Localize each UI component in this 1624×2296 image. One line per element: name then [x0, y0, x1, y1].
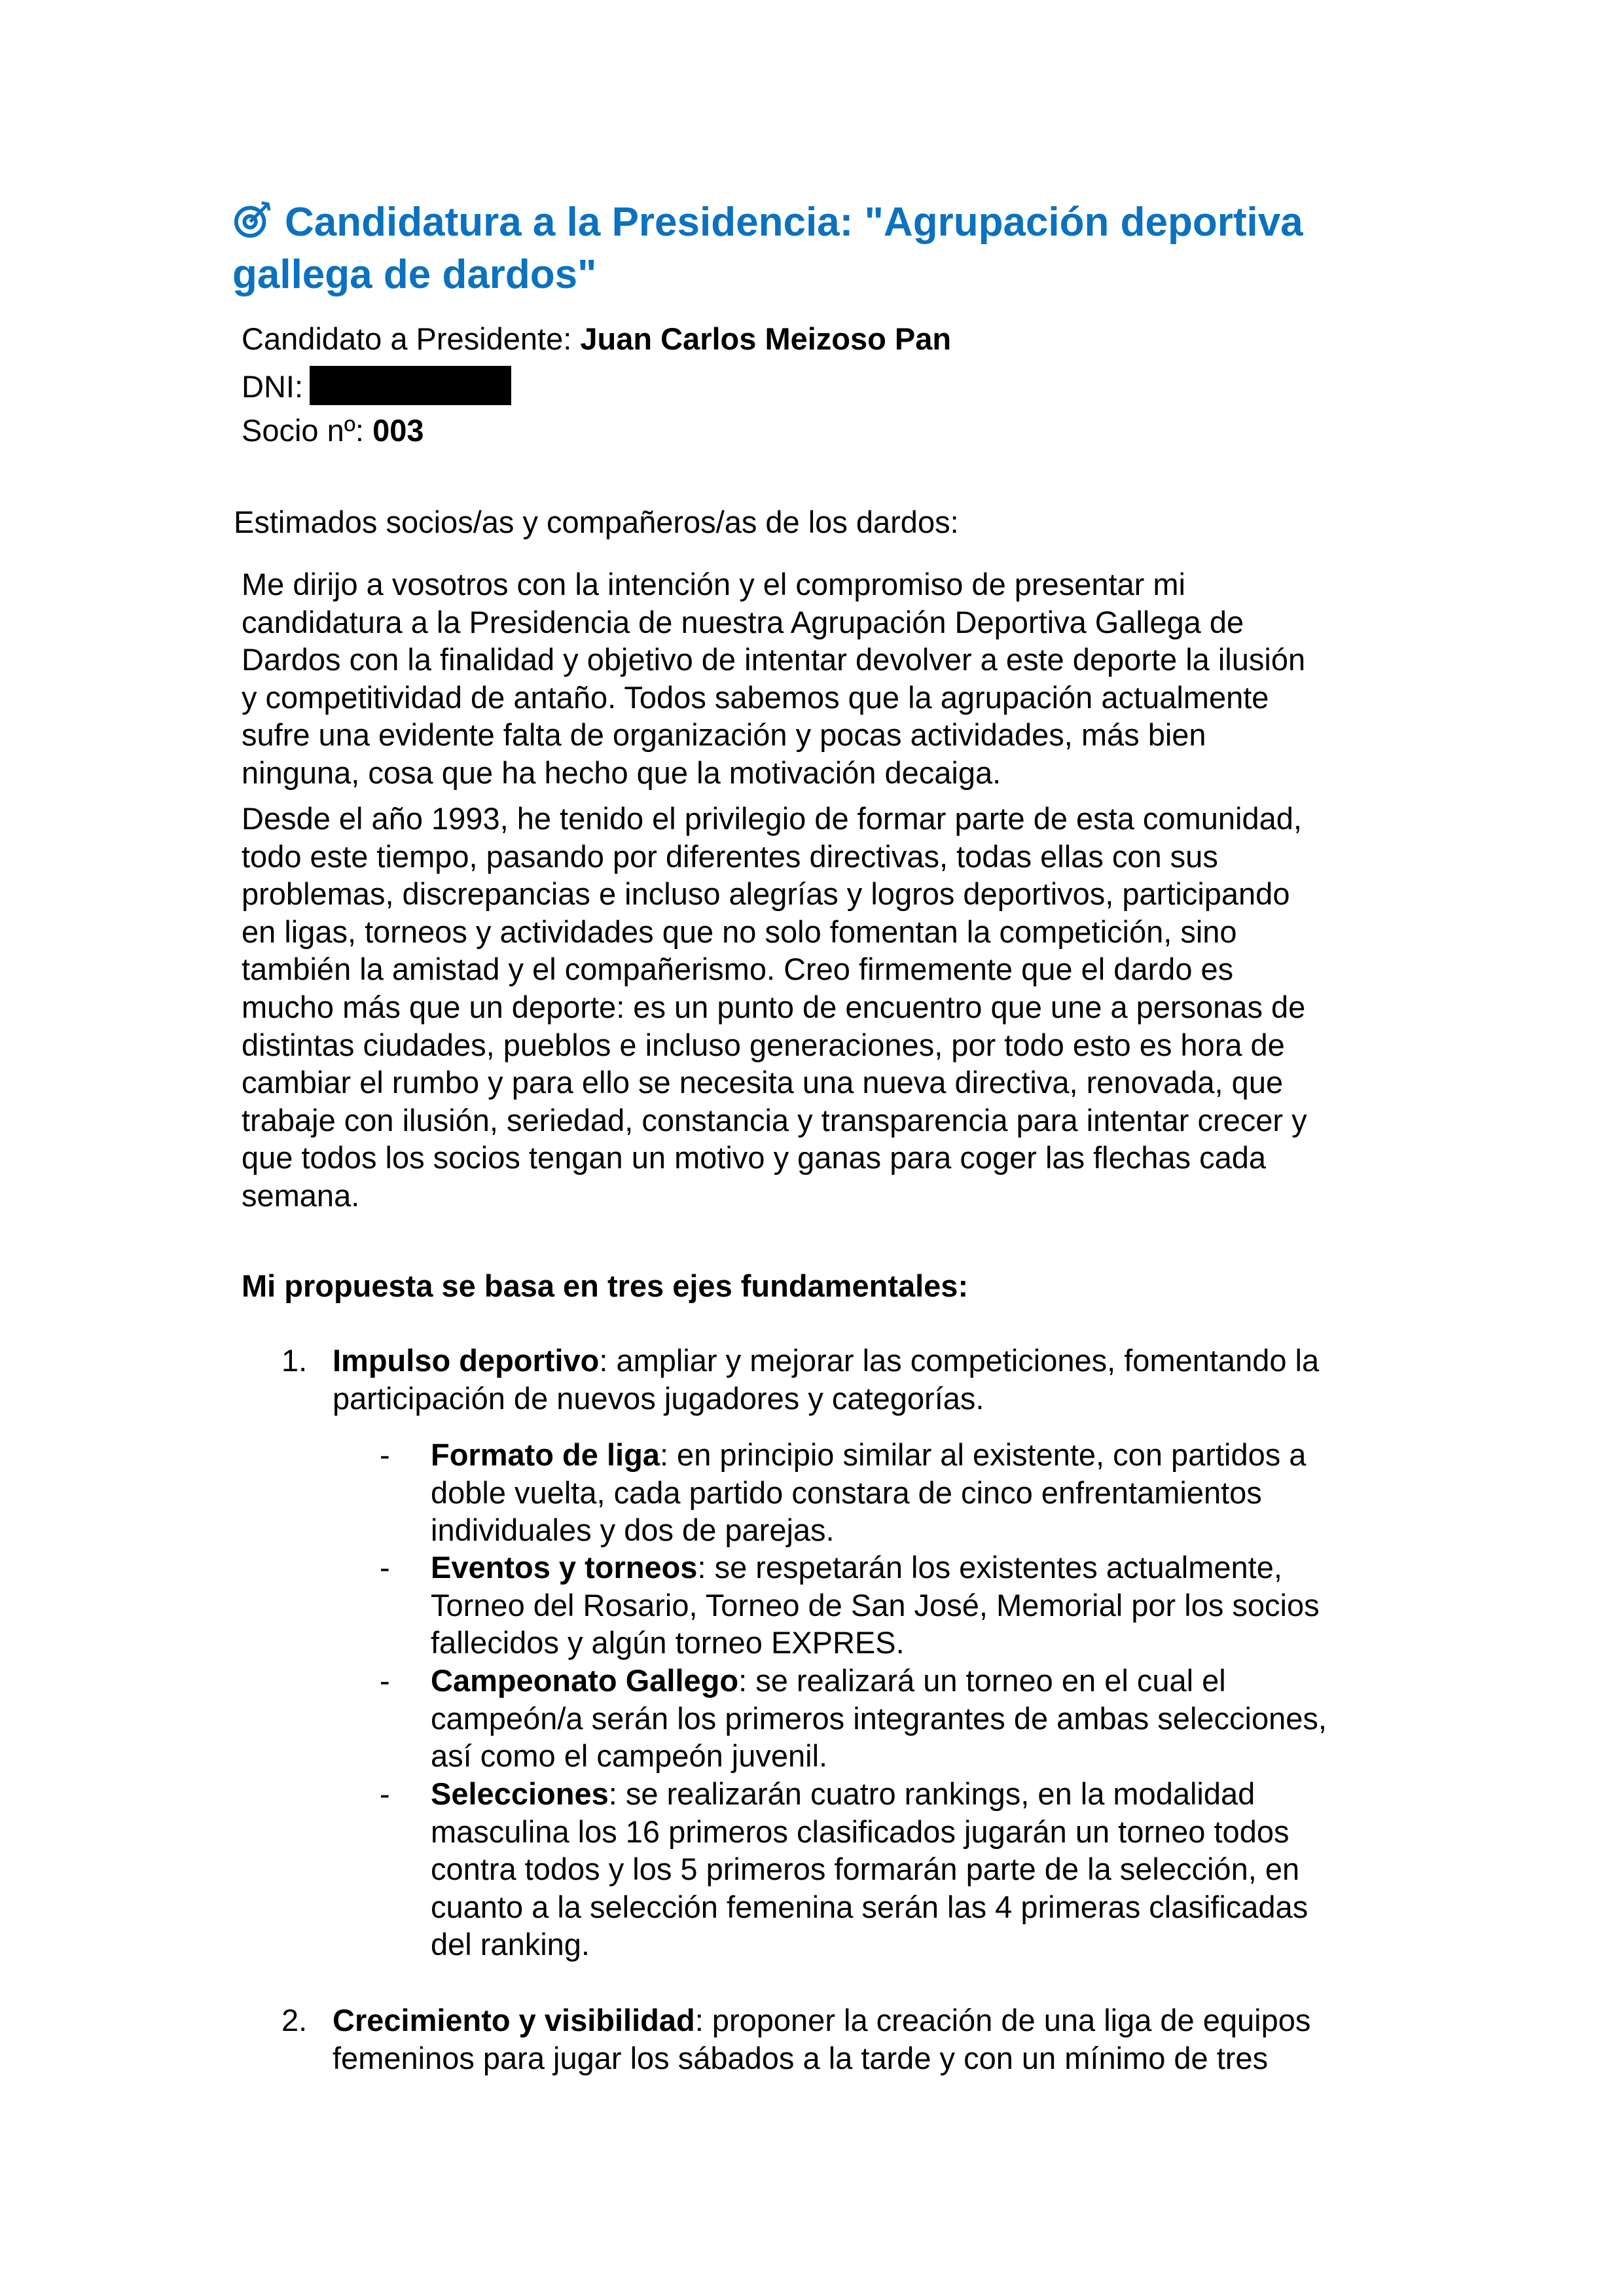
title-line-1: Candidatura a la Presidencia: "Agrupación deportiva — [285, 200, 1303, 245]
bullet-dash: - — [380, 1550, 390, 1585]
member-label: Socio nº: — [242, 413, 364, 448]
candidate-name: Juan Carlos Meizoso Pan — [580, 321, 952, 356]
list-number: 1. — [281, 1343, 308, 1378]
bullet-line: campeón/a serán los primeros integrantes de ambas selecciones, — [431, 1700, 1327, 1736]
dni-label: DNI: — [242, 369, 303, 404]
bullet-line: fallecidos y algún torneo EXPRES. — [431, 1625, 905, 1660]
salutation: Estimados socios/as y compañeros/as de los dardos: — [234, 505, 959, 539]
member-number: 003 — [372, 413, 424, 448]
bullet-line: Eventos y torneos: se respetarán los existentes actualmente, — [431, 1550, 1282, 1585]
dni-line — [242, 366, 511, 405]
bullet-line: así como el campeón juvenil. — [431, 1738, 828, 1774]
axis-1-item — [333, 1342, 1406, 1417]
dni-redaction-box — [310, 366, 511, 405]
proposal-heading: Mi propuesta se basa en tres ejes fundamentales: — [242, 1268, 969, 1303]
bullet-line: cuanto a la selección femenina serán las 4 primeras clasificadas — [431, 1889, 1308, 1924]
axis-2-item — [333, 2001, 1406, 2077]
candidate-label: Candidato a Presidente: — [242, 321, 572, 356]
bullet-line: doble vuelta, cada partido constara de cinco enfrentamientos — [431, 1475, 1262, 1510]
bullet-title: Formato de liga — [431, 1437, 660, 1472]
member-line — [242, 412, 424, 449]
paragraph-line: también la amistad y el compañerismo. Creo firmemente que el dardo es — [242, 952, 1234, 987]
paragraph-line: mucho más que un deporte: es un punto de encuentro que une a personas de — [242, 989, 1306, 1024]
candidate-line — [242, 321, 951, 357]
bullet-line: del ranking. — [431, 1927, 590, 1962]
paragraph-line: Dardos con la finalidad y objetivo de intentar devolver a este deporte la ilusión — [242, 642, 1306, 677]
bullet-line: masculina los 16 primeros clasificados jugarán un torneo todos — [431, 1814, 1290, 1849]
paragraph-line: problemas, discrepancias e incluso alegrías y logros deportivos, participando — [242, 876, 1290, 912]
paragraph-intro — [242, 565, 1394, 792]
paragraph-line: sufre una evidente falta de organización y pocas actividades, más bien — [242, 717, 1206, 753]
bullet-title: Selecciones — [431, 1776, 609, 1811]
bullet-item — [431, 1549, 1413, 1662]
list-number: 2. — [281, 2003, 308, 2037]
paragraph-line: trabaje con ilusión, seriedad, constancia y transparencia para intentar crecer y — [242, 1102, 1307, 1138]
paragraph-line: semana. — [242, 1177, 360, 1213]
paragraph-line: candidatura a la Presidencia de nuestra Agrupación Deportiva Gallega de — [242, 604, 1244, 639]
bullet-item — [431, 1775, 1413, 1964]
document-title — [232, 196, 1424, 301]
bullet-item — [431, 1662, 1413, 1775]
paragraph-line: ninguna, cosa que ha hecho que la motivación decaiga. — [242, 755, 1001, 790]
bullet-item — [431, 1436, 1413, 1549]
bullet-dash: - — [380, 1437, 390, 1472]
paragraph-line: en ligas, torneos y actividades que no solo fomentan la competición, sino — [242, 914, 1237, 949]
bullet-dash: - — [380, 1776, 390, 1811]
bullet-title: Eventos y torneos — [431, 1550, 698, 1585]
paragraph-line: todo este tiempo, pasando por diferentes directivas, todas ellas con sus — [242, 838, 1218, 874]
axis-1-line: participación de nuevos jugadores y categorías. — [333, 1380, 984, 1416]
bullet-dash: - — [380, 1663, 390, 1698]
paragraph-line: Desde el año 1993, he tenido el privilegio de formar parte de esta comunidad, — [242, 801, 1302, 836]
bullet-title: Campeonato Gallego — [431, 1663, 739, 1698]
paragraph-line: distintas ciudades, pueblos e incluso generaciones, por todo esto es hora de — [242, 1027, 1285, 1062]
dartboard-target-icon — [232, 199, 273, 240]
bullet-line: Campeonato Gallego: se realizará un torneo en el cual el — [431, 1663, 1226, 1698]
axis-1-line: Impulso deportivo: ampliar y mejorar las competiciones, fomentando la — [333, 1343, 1320, 1378]
paragraph-line: y competitividad de antaño. Todos sabemos que la agrupación actualmente — [242, 679, 1269, 715]
paragraph-line: cambiar el rumbo y para ello se necesita una nueva directiva, renovada, que — [242, 1065, 1284, 1100]
bullet-line: individuales y dos de parejas. — [431, 1513, 835, 1548]
axis-2-title: Crecimiento y visibilidad — [333, 2003, 695, 2037]
paragraph-line: que todos los socios tengan un motivo y ganas para coger las flechas cada — [242, 1140, 1267, 1175]
bullet-line: Torneo del Rosario, Torneo de San José, Memorial por los socios — [431, 1587, 1320, 1623]
title-line-2: gallega de dardos" — [232, 252, 597, 297]
axis-2-line: femeninos para jugar los sábados a la tarde y con un mínimo de tres — [333, 2040, 1269, 2075]
bullet-line: Selecciones: se realizarán cuatro rankings, en la modalidad — [431, 1776, 1255, 1811]
bullet-line: contra todos y los 5 primeros formarán parte de la selección, en — [431, 1852, 1300, 1887]
paragraph-history — [242, 800, 1394, 1215]
bullet-line: Formato de liga: en principio similar al existente, con partidos a — [431, 1437, 1307, 1472]
axis-1-title: Impulso deportivo — [333, 1343, 600, 1378]
paragraph-line: Me dirijo a vosotros con la intención y el compromiso de presentar mi — [242, 567, 1185, 601]
axis-2-line: Crecimiento y visibilidad: proponer la creación de una liga de equipos — [333, 2003, 1311, 2037]
